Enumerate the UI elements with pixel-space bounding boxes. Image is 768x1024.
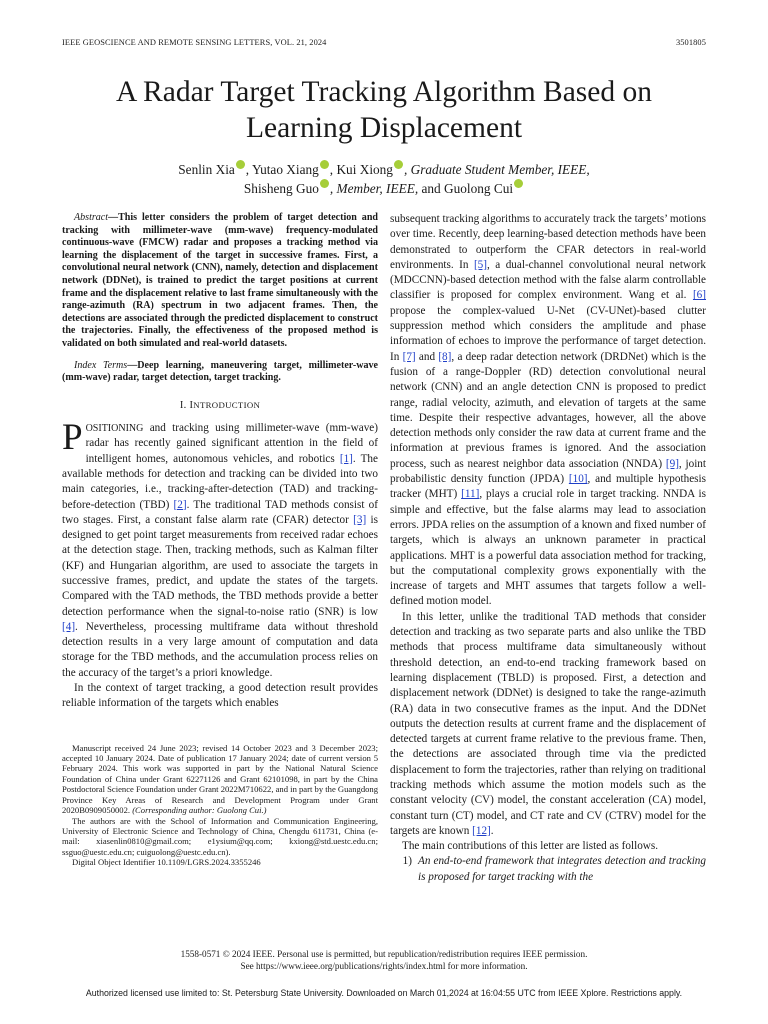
citation-link[interactable]: [3] [353, 513, 367, 526]
list-text: An end-to-end framework that integrates detection and tracking is proposed for target tracking with the [418, 855, 706, 883]
intro-text: . The traditional TAD methods consist of two stages. First, a constant false alarm rate (CFAR) detector [62, 498, 379, 526]
index-terms-label: Index Terms [74, 359, 128, 371]
index-terms [62, 360, 378, 385]
copyright-notice [40, 948, 728, 972]
author-name: , Kui Xiong [329, 162, 393, 177]
citation-link[interactable]: [10] [568, 473, 588, 486]
author-name: Shisheng Guo [243, 181, 319, 196]
right-paragraph-2 [390, 610, 706, 839]
copyright-line-2: See https://www.ieee.org/publications/rights/index.html for more information. [240, 961, 528, 971]
running-header-journal: IEEE GEOSCIENCE AND REMOTE SENSING LETTERS, VOL. 21, 2024 [62, 38, 327, 47]
contribution-list-item [390, 854, 706, 885]
right-paragraph-3: The main contributions of this letter are listed as follows. [402, 840, 659, 853]
citation-link[interactable]: [11] [461, 488, 480, 501]
abstract-dash: — [108, 212, 119, 223]
copyright-line-1: 1558-0571 © 2024 IEEE. Personal use is permitted, but republication/redistribution requires IEEE permission. [180, 949, 588, 959]
author-name: , Yutao Xiang [245, 162, 319, 177]
citation-link[interactable]: [1] [339, 452, 353, 465]
orcid-icon[interactable] [236, 160, 245, 169]
author-role: , Graduate Student Member, IEEE, [403, 162, 590, 177]
section-initial: I [189, 399, 194, 411]
intro-paragraph-2: In the context of target tracking, a good detection result provides reliable information of the targets which enables [62, 682, 378, 710]
author-name: and Guolong Cui [418, 181, 514, 196]
body-text: , and multiple hypothesis tracker (MHT) [390, 473, 706, 501]
body-text: , joint probabilistic density function (JPDA) [390, 457, 706, 486]
orcid-icon[interactable] [394, 160, 403, 169]
orcid-icon[interactable] [514, 179, 523, 188]
author-line-2 [40, 179, 728, 198]
citation-link[interactable]: [7] [402, 350, 416, 363]
body-text: subsequent tracking algorithms to accurately track the targets’ motions over time. Recently, deep learning-based detection methods have been demonstrated to outperform the CFAR detectors in real-world environments. In [390, 213, 706, 271]
title-line-1: A Radar Target Tracking Algorithm Based on [116, 76, 652, 108]
citation-link[interactable]: [4] [62, 620, 76, 633]
footnote-affiliation: The authors are with the School of Information and Communication Engineering, University of Electronic Science and Technology of China, Chengdu 611731, China (e-mail: xiasenlin0810@gmail.com; e1ysium@qq.com; kxiong@std.uestc.edu.cn; ssguo@uestc.edu.cn; cuiguolong@uestc.edu.cn). [62, 815, 378, 857]
body-text: propose the complex-valued U-Net (CV-UNet)-based clutter suppression method which considers the amplitude and phase information of echoes to improve the performance of target detection. In [390, 304, 706, 363]
abstract [62, 212, 378, 351]
citation-link[interactable]: [5] [473, 258, 487, 271]
title-line-2: Learning Displacement [245, 112, 523, 144]
intro-paragraph-1 [62, 417, 379, 681]
footnote-corresponding: (Corresponding author: Guolong Cui.) [132, 805, 267, 816]
citation-link[interactable]: [9] [665, 457, 679, 470]
section-rest: NTRODUCTION [193, 399, 261, 410]
body-text: . [490, 824, 494, 837]
abstract-text: This letter considers the problem of target detection and tracking with millimeter-wave (mm-wave) frequency-modulated continuous-wave (FMCW) radar and proposes a tracking method via learning the displacement of the target in successive frames. First, a convolutional neural network (CNN), namely, detection and displacement network (DDNet), is trained to predict the target positions at current frame and the displacement relative to last frame simultaneously with the range-azimuth (RA) spectrum in two adjacent frames. Then, the detections are associated through the predicted displacement to construct the trajectories. Finally, the effectiveness of the proposed method is validated on both simulated and real-world datasets. [62, 212, 378, 349]
intro-text: is designed to get point target measurements from received radar echoes at the detection stage. Then, tracking methods, such as Kalman filter (KF) and Hungarian algorithm, are used to associate the targets in successive frames, predict, and update the states of the targets. Compared with the TAD methods, the TBD methods provide a better detection performance when the signal-to-noise ratio (SNR) is low [62, 513, 378, 618]
citation-link[interactable]: [12] [472, 824, 491, 837]
orcid-icon[interactable] [320, 179, 329, 188]
citation-link[interactable]: [2] [173, 498, 187, 511]
section-heading-introduction [62, 398, 378, 413]
drop-cap: P [62, 417, 83, 459]
author-name: Senlin Xia [178, 162, 235, 177]
body-text: , a dual-channel convolutional neural network (MDCCNN)-based detection method with the false alarm controllable classifier is proposed for complex environment. Wang et al. [390, 258, 707, 302]
right-column [390, 212, 706, 885]
citation-link[interactable]: [8] [438, 350, 452, 363]
index-terms-dash: — [127, 359, 138, 371]
orcid-icon[interactable] [320, 160, 329, 169]
list-number: 1) [402, 855, 412, 868]
author-list [40, 160, 728, 198]
footnote-text: Manuscript received 24 June 2023; revised 14 October 2023 and 3 December 2023; accepted 10 January 2024. Date of publication 17 January 2024; date of current version 5 February 2024. This work was supported in part by the National Natural Science Foundation of China under Grant 62271126 and Grant 62101098, in part by the China Postdoctoral Science Foundation under Grant 2022M710622, and in part by the Guangdong Province Key Areas of Research and Development Program under Grant 2020B0909050002. [62, 742, 379, 816]
first-page-footnote [62, 743, 378, 868]
body-text: In this letter, unlike the traditional TAD methods that consider detection and tracking as two separate parts and also unlike the TBD methods that process multiframe data simultaneously without threshold detection, an end-to-end tracking framework based on learning displacement (TBLD) is proposed. First, a detection and displacement network (DDNet) is designed to take the range-azimuth (RA) data in two consecutive frames as the input. And the DDNet outputs the detection results at current frame and the displacement of detected targets at current frame relative to the previous frame. Then, the detections are associated through time via the predicted displacement to form the trajectories, rather than relying on traditional tracking methods which assume the motion models such as the constant velocity (CV) model, the constant acceleration (CA) model, constant turn (CT) model, and CT rate and CV (CTRV) model for the targets are known [390, 610, 706, 837]
body-text: , a deep radar detection network (DRDNet) which is the fusion of a range-Doppler (RD) detection convolutional neural network (CNN) and an angle detection CNN is proposed to predict range, radial velocity, azimuth, and elevation of targets at the same time. Despite their respective advantages, however, all the above detection methods only consider the raw data at current frame and the information at previous frames is ignored. And the association process, such as nearest neighbor data association (NNDA) [390, 350, 706, 470]
index-terms-text: Deep learning, maneuvering target, millimeter-wave (mm-wave) radar, target detection, target tracking. [62, 359, 378, 384]
intro-text: . Nevertheless, processing multiframe data without threshold detection results in a very large amount of computation and data storage for the TBD methods, and the accumulation process relies on the accuracy of the target’s a priori knowledge. [62, 620, 378, 679]
license-banner: Authorized licensed use limited to: St. Petersburg State University. Downloaded on March 01,2024 at 16:04:55 UTC from IEEE Xplore. Restrictions apply. [85, 988, 683, 998]
citation-link[interactable]: [6] [692, 289, 706, 302]
intro-text: . The available methods for detection and tracking can be divided into two main categories, i.e., tracking-after-detection (TAD) and tracking-before-detection (TBD) [62, 452, 378, 511]
right-paragraph-1 [390, 212, 706, 610]
body-text: , plays a crucial role in target tracking. NNDA is simple and effective, but the false alarms may lead to association errors. JPDA relies on the assumption of a known and fixed number of targets, which is always an unknown parameter in practical applications. MHT is a powerful data association method for tracking, but the computational complexity grows exponentially with the increase of targets and MHT assumes that targets follow a well-defined motion model. [390, 488, 706, 608]
footnote-manuscript [62, 743, 378, 816]
footnote-doi: Digital Object Identifier 10.1109/LGRS.2024.3355246 [72, 857, 261, 868]
paper-title [40, 74, 728, 146]
intro-text: and tracking using millimeter-wave (mm-wave) radar has recently gained significant attention in the field of intelligent homes, autonomous vehicles, and robotics [85, 422, 378, 465]
author-role: , Member, IEEE, [329, 181, 419, 196]
left-column [62, 212, 378, 868]
body-text: and [415, 350, 439, 363]
author-line-1 [40, 160, 728, 179]
abstract-label: Abstract [74, 212, 109, 223]
section-numeral: I. [179, 399, 190, 411]
intro-caps: OSITIONING [85, 423, 144, 435]
running-header-article-number: 3501805 [675, 38, 706, 47]
